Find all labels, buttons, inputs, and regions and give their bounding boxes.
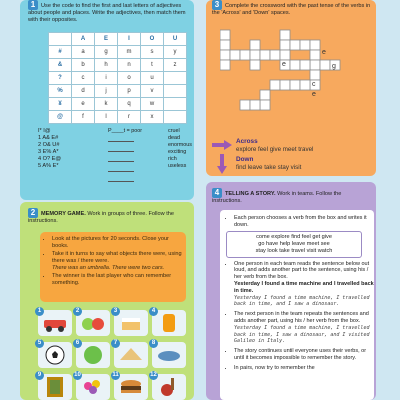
code-table [48, 32, 187, 124]
example-sentence: There was an umbrella. There were two cars. [52, 265, 165, 271]
tile-number: 6 [73, 339, 82, 348]
tile-number: 12 [150, 372, 157, 378]
list-item: • The winner is the last player who can remember something. [52, 273, 186, 287]
list-item: • The story continues until everyone uses their verbs, or until it becomes impossible to remember the story. [234, 348, 374, 362]
exercise-number: 1 [28, 0, 38, 10]
list-item: 5 A% E* [38, 163, 59, 169]
tile-number: 8 [149, 339, 158, 348]
answer-line[interactable] [108, 146, 134, 152]
exercise-number: 4 [212, 188, 222, 198]
tile-number: 1 [35, 307, 44, 316]
exercise-4-instruction: 4 TELLING A STORY. Work in teams. Follow the instructions. [212, 188, 342, 204]
list-item: • In pairs, now try to remember the [234, 365, 374, 372]
table-row: # a g m s y [49, 46, 187, 59]
tile-number: 4 [149, 307, 158, 316]
crossword-letter: e [282, 61, 286, 68]
exercise-2-panel [20, 202, 194, 400]
crossword-letter: e [322, 49, 326, 56]
list-item: I* I@ [38, 128, 51, 134]
tile-number: 2 [73, 307, 82, 316]
arrow-right-icon [212, 140, 232, 150]
exercise-1-panel [20, 0, 194, 200]
answer-line[interactable] [108, 166, 134, 172]
exercise-4-panel [206, 182, 376, 400]
crossword-letter: c [312, 81, 316, 88]
exercise-3-panel [206, 0, 376, 176]
list-item: cruel [168, 128, 180, 134]
list-item: • One person in each team reads the sentence below out loud, and adds another part to the sentence, using his / her verb from the box. Yesterday I found a time machine and I travelled back in time. Yesterday I found a time machine, I travelled back in time, and I saw a dinosaur. [234, 261, 374, 309]
list-item: 1 A& E# [38, 135, 59, 141]
list-item: • Take it in turns to say what objects there were, using there was / there were. There was an umbrella. There were two cars. [52, 251, 186, 272]
list-item: • Look at the pictures for 20 seconds. Close your books. [52, 236, 186, 250]
exercise-2-instruction: 2 MEMORY GAME. Work in groups of three. Follow the instructions. [28, 208, 174, 224]
table-row: % d j p v [49, 85, 187, 98]
table-row: ? c i o u [49, 72, 187, 85]
crossword-letter: g [332, 63, 336, 70]
table-row: @ f l r x [49, 111, 187, 124]
table-row: & b h n t z [49, 59, 187, 72]
verb-box: come explore find feel get give go have help leave meet see stay look take travel visit watch [226, 231, 362, 258]
exercise-number: 2 [28, 208, 38, 218]
list-item: rich [168, 156, 177, 162]
exercise-number: 3 [212, 0, 222, 10]
opposites-list [168, 128, 192, 170]
table-row: A E I O U [49, 33, 187, 46]
down-label: Down [236, 156, 254, 163]
tile-number: 7 [111, 339, 120, 348]
list-item: 3 E% A* [38, 149, 59, 155]
answer-line[interactable] [108, 156, 134, 162]
list-item: useless [168, 163, 187, 169]
list-item: • Each person chooses a verb from the box and writes it down. come explore find feel get give go have help leave meet see stay look take travel visit watch [234, 215, 374, 258]
list-item: exciting [168, 149, 187, 155]
answer-line[interactable] [108, 136, 134, 142]
exercise-3-instruction: 3 Complete the crossword with the past tense of the verbs in the 'Across' and 'Down' spaces. [212, 0, 371, 16]
code-list [38, 128, 61, 170]
across-words: explore feel give meet travel [236, 146, 314, 153]
list-item: 2 O& U# [38, 142, 60, 148]
list-item: • The next person in the team repeats the sentences and adds another part, using his / her verb from the box. Yesterday I found a time machine, I travelled back in time, I saw a dinosaur, and I visited Galileo in Italy. [234, 311, 374, 345]
example-answer: P____t = poor [108, 128, 142, 184]
tile-number: 5 [35, 339, 44, 348]
answer-line[interactable] [108, 176, 134, 182]
exercise-1-instruction: 1 Use the code to find the first and last letters of adjectives about people and places. Write the adjectives, then match them with their opposites. [28, 0, 186, 23]
crossword-letter: e [312, 91, 316, 98]
instructions-box [40, 232, 186, 302]
list-item: dead [168, 135, 180, 141]
tile-number: 10 [74, 372, 81, 378]
across-label: Across [236, 138, 258, 145]
table-row: ¥ e k q w [49, 98, 187, 111]
list-item: 4 O? E@ [38, 156, 62, 162]
arrow-down-icon [217, 154, 227, 174]
tile-number: 3 [111, 307, 120, 316]
list-item: enormous [168, 142, 192, 148]
instructions-box [220, 210, 374, 400]
tile-number: 9 [35, 371, 44, 380]
crossword-grid[interactable] [220, 14, 366, 126]
down-words: find leave take stay visit [236, 164, 302, 171]
tile-number: 11 [112, 372, 119, 378]
